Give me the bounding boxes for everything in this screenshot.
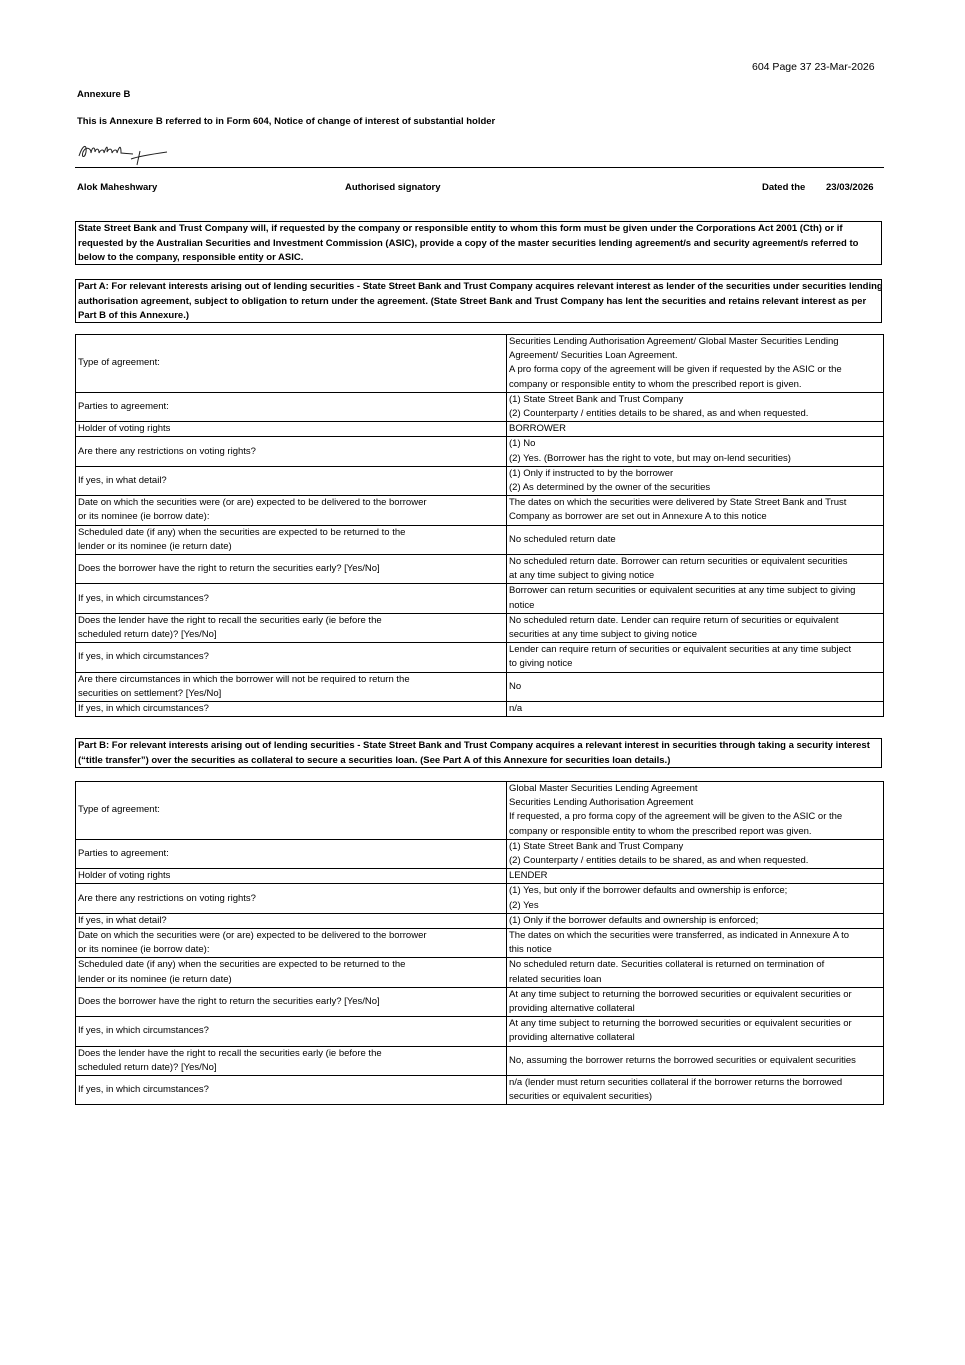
table-row <box>76 869 884 884</box>
answer-text: Securities Lending Authorisation Agreement <box>509 797 694 809</box>
signatory-name: Alok Maheshwary <box>77 182 158 193</box>
answer-cell <box>507 702 884 717</box>
part-a-heading-line: Part A: For relevant interests arising out of lending securities - State Street Bank and Trust Company acquires relevant interest as lender of the securities under securities lending <box>78 281 883 292</box>
answer-cell <box>507 958 884 987</box>
table-row <box>76 1046 884 1075</box>
answer-text: securities at any time subject to giving notice <box>509 629 697 641</box>
answer-text: Company as borrower are set out in Annexure A to this notice <box>509 511 767 523</box>
part-b-heading-line: Part B: For relevant interests arising out of lending securities - State Street Bank and Trust Company acquires a relevant interest in securities through taking a security interest <box>78 740 870 751</box>
annexure-reference: This is Annexure B referred to in Form 604, Notice of change of interest of substantial holder <box>77 116 496 127</box>
table-row <box>76 913 884 928</box>
answer-text: Agreement/ Securities Loan Agreement. <box>509 350 678 362</box>
answer-cell <box>507 884 884 913</box>
part-a-heading-line: authorisation agreement, subject to obligation to return under the agreement. (State Street Bank and Trust Company has lent the securities and retains relevant interest as per <box>78 295 867 307</box>
table-row <box>76 839 884 868</box>
answer-text: providing alternative collateral <box>509 1003 635 1015</box>
question-text: If yes, in which circumstances? <box>78 1025 209 1037</box>
answer-cell <box>507 869 884 884</box>
question-text: If yes, in what detail? <box>78 474 167 486</box>
question-cell <box>76 584 507 613</box>
answer-text: (1) Only if the borrower defaults and ownership is enforced; <box>509 914 759 926</box>
question-cell <box>76 1046 507 1075</box>
part-b-heading-line: (“title transfer”) over the securities as collateral to secure a securities loan. (See Part A of this Annexure for securities loan details.) <box>78 754 671 766</box>
answer-text: No scheduled return date <box>509 533 616 545</box>
answer-text: Lender can require return of securities or equivalent securities at any time subject <box>509 644 852 656</box>
answer-text: company or responsible entity to whom the prescribed report is given. <box>509 378 802 390</box>
question-text: Does the lender have the right to recall the securities early (ie before the <box>78 614 382 626</box>
answer-cell <box>507 913 884 928</box>
signature-rule <box>75 167 884 168</box>
answer-cell <box>507 987 884 1016</box>
question-text: or its nominee (ie borrow date): <box>78 944 210 956</box>
question-text: Date on which the securities were (or are) expected to be delivered to the borrower <box>78 497 427 509</box>
table-row <box>76 335 884 393</box>
question-cell <box>76 335 507 393</box>
answer-cell <box>507 555 884 584</box>
answer-cell <box>507 584 884 613</box>
answer-text: (2) Counterparty / entities details to be shared, as and when requested. <box>509 855 809 867</box>
answer-text: notice <box>509 599 535 611</box>
question-cell <box>76 643 507 672</box>
question-cell <box>76 839 507 868</box>
question-cell <box>76 1017 507 1046</box>
part-a-table <box>75 334 884 717</box>
answer-text: to giving notice <box>509 658 573 670</box>
question-text: If yes, in which circumstances? <box>78 651 209 663</box>
answer-text: (2) Yes. (Borrower has the right to vote, but may on-lend securities) <box>509 452 791 464</box>
question-text: Scheduled date (if any) when the securities are expected to be returned to the <box>78 959 406 971</box>
dated-label: Dated the <box>762 182 806 193</box>
answer-cell <box>507 839 884 868</box>
answer-text: No, assuming the borrower returns the borrowed securities or equivalent securities <box>509 1054 856 1066</box>
question-text: Holder of voting rights <box>78 870 171 882</box>
answer-text: this notice <box>509 944 552 956</box>
answer-cell <box>507 1046 884 1075</box>
statement-box <box>75 221 882 265</box>
table-row <box>76 672 884 701</box>
answer-cell <box>507 422 884 437</box>
table-row <box>76 392 884 421</box>
question-text: securities on settlement? [Yes/No] <box>78 687 222 699</box>
question-cell <box>76 782 507 840</box>
question-text: Type of agreement: <box>78 357 160 369</box>
answer-text: BORROWER <box>509 423 566 435</box>
part-a-heading-line: Part B of this Annexure.) <box>78 310 190 321</box>
answer-text: (2) Counterparty / entities details to be shared, as and when requested. <box>509 408 809 420</box>
question-cell <box>76 913 507 928</box>
answer-text: Securities Lending Authorisation Agreement/ Global Master Securities Lending <box>509 336 839 347</box>
answer-cell <box>507 1076 884 1105</box>
answer-text: No <box>509 680 522 692</box>
annexure-title: Annexure B <box>77 89 131 100</box>
answer-text: n/a (lender must return securities collateral if the borrower returns the borrowed <box>509 1077 843 1089</box>
table-row <box>76 555 884 584</box>
table-row <box>76 987 884 1016</box>
question-cell <box>76 422 507 437</box>
table-row <box>76 466 884 495</box>
answer-cell <box>507 496 884 525</box>
question-cell <box>76 987 507 1016</box>
part-b-table <box>75 781 884 1105</box>
answer-text: (2) As determined by the owner of the securities <box>509 482 711 494</box>
question-cell <box>76 437 507 466</box>
question-text: If yes, in what detail? <box>78 914 167 926</box>
table-row <box>76 437 884 466</box>
question-text: Parties to agreement: <box>78 847 169 859</box>
table-row <box>76 782 884 840</box>
table-row <box>76 422 884 437</box>
table-row <box>76 584 884 613</box>
question-cell <box>76 613 507 642</box>
table-row <box>76 496 884 525</box>
answer-text: providing alternative collateral <box>509 1032 635 1044</box>
answer-text: A pro forma copy of the agreement will be given if requested by the ASIC or the <box>509 364 842 376</box>
question-text: or its nominee (ie borrow date): <box>78 511 210 523</box>
answer-cell <box>507 437 884 466</box>
answer-text: No scheduled return date. Lender can require return of securities or equivalent <box>509 614 839 626</box>
answer-text: The dates on which the securities were delivered by State Street Bank and Trust <box>509 497 847 509</box>
table-row <box>76 1076 884 1105</box>
signature-date: 23/03/2026 <box>826 182 874 193</box>
answer-text: n/a <box>509 703 523 715</box>
answer-cell <box>507 929 884 958</box>
table-row <box>76 525 884 554</box>
answer-cell <box>507 672 884 701</box>
question-text: scheduled return date)? [Yes/No] <box>78 629 217 641</box>
answer-cell <box>507 335 884 393</box>
part-b-heading <box>75 738 882 768</box>
question-text: Does the borrower have the right to return the securities early? [Yes/No] <box>78 995 380 1007</box>
answer-text: company or responsible entity to whom the prescribed report was given. <box>509 825 812 837</box>
question-text: Scheduled date (if any) when the securities are expected to be returned to the <box>78 526 406 538</box>
page-header: 604 Page 37 23-Mar-2026 <box>752 61 875 73</box>
table-row <box>76 643 884 672</box>
signature-image <box>77 138 169 166</box>
statement-line: State Street Bank and Trust Company will, if requested by the company or responsible entity to whom this form must be given under the Corporations Act 2001 (Cth) or if <box>78 223 843 234</box>
question-cell <box>76 929 507 958</box>
answer-cell <box>507 782 884 840</box>
question-cell <box>76 869 507 884</box>
question-cell <box>76 555 507 584</box>
answer-cell <box>507 525 884 554</box>
answer-text: At any time subject to returning the borrowed securities or equivalent securities or <box>509 1018 852 1030</box>
table-row <box>76 929 884 958</box>
question-text: Does the lender have the right to recall the securities early (ie before the <box>78 1047 382 1059</box>
question-text: Parties to agreement: <box>78 400 169 412</box>
statement-line: below to the company, responsible entity or ASIC. <box>78 252 304 263</box>
question-text: lender or its nominee (ie return date) <box>78 973 232 985</box>
answer-text: securities or equivalent securities) <box>509 1091 653 1103</box>
question-text: Does the borrower have the right to return the securities early? [Yes/No] <box>78 563 380 575</box>
answer-cell <box>507 466 884 495</box>
question-cell <box>76 392 507 421</box>
part-a-heading <box>75 279 882 323</box>
question-text: Are there circumstances in which the borrower will not be required to return the <box>78 673 410 685</box>
question-cell <box>76 525 507 554</box>
question-text: Are there any restrictions on voting rights? <box>78 445 256 457</box>
question-cell <box>76 958 507 987</box>
question-cell <box>76 884 507 913</box>
question-text: lender or its nominee (ie return date) <box>78 540 232 552</box>
question-text: If yes, in which circumstances? <box>78 1084 209 1096</box>
answer-text: (2) Yes <box>509 899 539 911</box>
answer-text: LENDER <box>509 870 548 882</box>
table-row <box>76 613 884 642</box>
answer-cell <box>507 613 884 642</box>
question-text: Holder of voting rights <box>78 423 171 435</box>
question-text: If yes, in which circumstances? <box>78 703 209 715</box>
answer-text: (1) State Street Bank and Trust Company <box>509 840 684 852</box>
answer-text: (1) State Street Bank and Trust Company <box>509 393 684 405</box>
answer-text: (1) Only if instructed to by the borrower <box>509 467 674 479</box>
answer-text: At any time subject to returning the borrowed securities or equivalent securities or <box>509 988 852 1000</box>
answer-text: (1) Yes, but only if the borrower defaults and ownership is enforce; <box>509 885 788 897</box>
answer-text: Borrower can return securities or equivalent securities at any time subject to giving <box>509 585 856 597</box>
answer-text: If requested, a pro forma copy of the agreement will be given to the ASIC or the <box>509 811 843 823</box>
answer-cell <box>507 643 884 672</box>
answer-text: Global Master Securities Lending Agreement <box>509 783 698 794</box>
signatory-role: Authorised signatory <box>345 182 441 193</box>
question-cell <box>76 466 507 495</box>
table-row <box>76 958 884 987</box>
question-cell <box>76 672 507 701</box>
answer-text: at any time subject to giving notice <box>509 570 655 582</box>
question-text: Type of agreement: <box>78 804 160 816</box>
question-cell <box>76 1076 507 1105</box>
question-text: Are there any restrictions on voting rights? <box>78 892 256 904</box>
answer-text: (1) No <box>509 438 536 450</box>
answer-text: No scheduled return date. Securities collateral is returned on termination of <box>509 959 825 971</box>
table-row <box>76 702 884 717</box>
table-row <box>76 884 884 913</box>
answer-cell <box>507 392 884 421</box>
table-row <box>76 1017 884 1046</box>
question-text: If yes, in which circumstances? <box>78 592 209 604</box>
question-cell <box>76 702 507 717</box>
answer-text: related securities loan <box>509 973 602 985</box>
question-cell <box>76 496 507 525</box>
question-text: scheduled return date)? [Yes/No] <box>78 1061 217 1073</box>
statement-line: requested by the Australian Securities and Investment Commission (ASIC), provide a copy of the master securities lending agreement/s and security agreement/s referred to <box>78 237 859 249</box>
answer-text: No scheduled return date. Borrower can return securities or equivalent securities <box>509 556 848 568</box>
answer-cell <box>507 1017 884 1046</box>
question-text: Date on which the securities were (or are) expected to be delivered to the borrower <box>78 930 427 942</box>
answer-text: The dates on which the securities were transferred, as indicated in Annexure A to <box>509 930 850 942</box>
